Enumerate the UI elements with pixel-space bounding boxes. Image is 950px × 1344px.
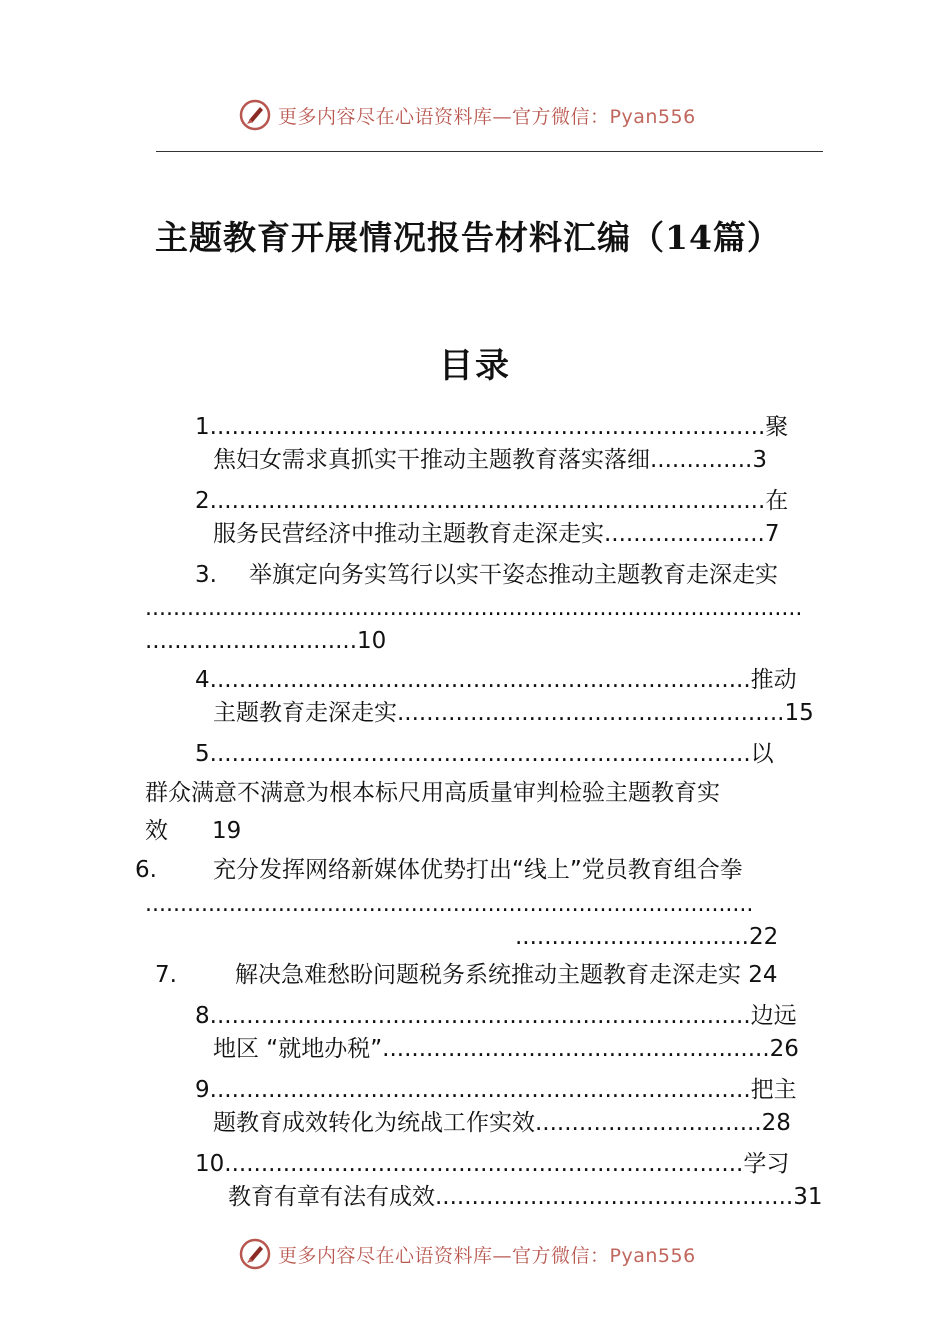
toc-item-9[interactable]: 9..........................................................................把主: [195, 1077, 797, 1103]
toc-item-2-line2[interactable]: 服务民营经济中推动主题教育走深走实......................7: [213, 521, 780, 547]
leader-dots: ...........................................................................: [216, 414, 766, 440]
wechat-id: Pyan556: [609, 1244, 696, 1267]
toc-item-6[interactable]: 6. 充分发挥网络新媒体优势打出“线上”党员教育组合拳: [135, 857, 743, 883]
toc-item-5[interactable]: 5..........................................................................以: [195, 741, 774, 767]
brand-logo-icon: [238, 1237, 272, 1271]
header-banner: [238, 95, 696, 135]
footer-banner: [238, 1234, 696, 1274]
toc-item-4[interactable]: 4..........................................................................推动: [195, 667, 797, 693]
toc-item-10-line2[interactable]: 教育有章有法有成效.................................................31: [228, 1184, 823, 1210]
toc-item-4-line2[interactable]: 主题教育走深走实.....................................................15: [213, 700, 814, 726]
toc-item-1[interactable]: 1............................................................................聚: [195, 414, 789, 440]
toc-item-6-dots: .......................................................................................: [145, 892, 754, 917]
toc-item-10[interactable]: 10.......................................................................学习: [195, 1151, 790, 1177]
toc-item-3[interactable]: 3. 举旗定向务实笃行以实干姿态推动主题教育走深走实: [195, 562, 778, 588]
banner-text: 更多内容尽在心语资料库—官方微信：Pyan556: [278, 105, 696, 128]
wechat-id: Pyan556: [609, 105, 696, 128]
header-divider: [156, 151, 823, 152]
toc-item-5-line3[interactable]: 效 19: [145, 818, 242, 844]
toc-item-1-line2[interactable]: 焦妇女需求真抓实干推动主题教育落实落细..............3: [213, 447, 767, 473]
toc-item-6-page[interactable]: ................................22: [515, 924, 779, 950]
toc-item-3-page[interactable]: .............................10: [145, 628, 387, 654]
document-title: 主题教育开展情况报告材料汇编（14篇）: [155, 218, 781, 257]
banner-text: 更多内容尽在心语资料库—官方微信：Pyan556: [278, 1244, 696, 1267]
toc-item-9-line2[interactable]: 题教育成效转化为统战工作实效...............................28: [213, 1110, 791, 1136]
toc-heading: 目录: [439, 346, 511, 386]
toc-item-7[interactable]: 7. 解决急难愁盼问题税务系统推动主题教育走深走实 24: [155, 962, 778, 988]
toc-item-8[interactable]: 8..........................................................................边远: [195, 1003, 797, 1029]
brand-logo-icon: [238, 98, 272, 132]
toc-item-2[interactable]: 2............................................................................在: [195, 488, 789, 514]
toc-item-5-line2[interactable]: 群众满意不满意为根本标尺用高质量审判检验主题教育实: [145, 780, 720, 806]
toc-item-3-dots: ..............................................................................................: [145, 596, 803, 621]
toc-item-8-line2[interactable]: 地区 “就地办税”.....................................................26: [213, 1036, 799, 1062]
